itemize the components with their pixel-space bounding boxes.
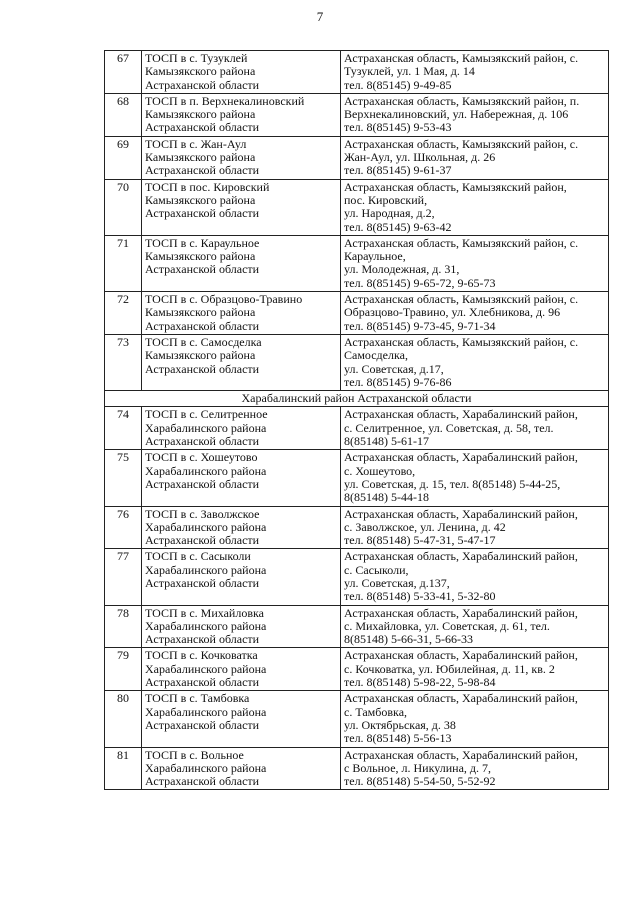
table-row [105, 648, 609, 691]
office-address-cell [341, 450, 609, 506]
office-name-line: ТОСП в пос. Кировский [145, 179, 270, 194]
office-name-cell [142, 136, 341, 179]
offices-table [104, 50, 609, 790]
office-address-line: 8(85148) 5-61-17 [344, 434, 429, 449]
table-section-header [105, 391, 609, 407]
office-address-line: Астраханская область, Харабалинский район, [344, 605, 578, 620]
office-address-line: ул. Советская, д. 15, тел. 8(85148) 5-44-25, [344, 476, 561, 491]
office-name-line: Камызякского района [145, 150, 256, 165]
office-address-line: Астраханская область, Камызякский район, с. [344, 51, 579, 65]
row-number: 76 [105, 506, 142, 549]
office-address-line: тел. 8(85148) 5-47-31, 5-47-17 [344, 533, 496, 548]
office-name-line: Астраханской области [145, 318, 260, 333]
office-address-line: тел. 8(85145) 9-53-43 [344, 120, 452, 135]
office-name-line: ТОСП в с. Хошеутово [145, 450, 258, 465]
office-name-line: ТОСП в с. Сасыколи [145, 549, 251, 564]
office-name-line: Астраханской области [145, 361, 260, 376]
office-address-line: ул. Молодежная, д. 31, [344, 262, 460, 277]
office-name-line: ТОСП в с. Караульное [145, 235, 260, 250]
office-name-cell [142, 334, 341, 390]
row-number: 71 [105, 235, 142, 291]
office-name-line: Харабалинского района [145, 463, 267, 478]
row-number: 73 [105, 334, 142, 390]
office-name-line: ТОСП в с. Образцово-Травино [145, 292, 303, 307]
office-name-line: Астраханской области [145, 476, 260, 491]
row-number: 78 [105, 605, 142, 648]
office-address-line: Астраханская область, Камызякский район, [344, 179, 567, 194]
office-name-cell [142, 93, 341, 136]
office-name-line: Астраханской области [145, 120, 260, 135]
office-address-line: с. Кочковатка, ул. Юбилейная, д. 11, кв. 2 [344, 661, 555, 676]
office-address-line: тел. 8(85148) 5-33-41, 5-32-80 [344, 589, 496, 604]
office-address-line: с Вольное, л. Никулина, д. 7, [344, 760, 491, 775]
office-name-line: Харабалинского района [145, 562, 267, 577]
section-title: Харабалинский район Астраханской области [105, 391, 609, 407]
office-name-line: Астраханской области [145, 675, 260, 690]
office-address-line: Астраханская область, Камызякский район, с. [344, 235, 579, 250]
table-row [105, 136, 609, 179]
office-name-cell [142, 549, 341, 605]
table-row [105, 747, 609, 790]
table-body-kharabali [105, 407, 609, 790]
office-name-cell [142, 747, 341, 790]
office-address-line: Образцово-Травино, ул. Хлебникова, д. 96 [344, 305, 561, 320]
office-name-line: Харабалинского района [145, 519, 267, 534]
office-address-cell [341, 51, 609, 94]
office-address-line: тел. 8(85145) 9-49-85 [344, 77, 452, 92]
office-address-line: Астраханская область, Камызякский район, п. [344, 93, 580, 108]
office-name-cell [142, 235, 341, 291]
office-name-line: Астраханской области [145, 632, 260, 647]
office-address-line: Караульное, [344, 249, 406, 264]
office-address-line: тел. 8(85148) 5-54-50, 5-52-92 [344, 774, 496, 789]
table-row [105, 93, 609, 136]
office-address-cell [341, 179, 609, 235]
office-address-line: 8(85148) 5-66-31, 5-66-33 [344, 632, 473, 647]
office-address-line: с. Сасыколи, [344, 562, 409, 577]
office-name-line: ТОСП в с. Жан-Аул [145, 136, 247, 151]
office-name-line: Камызякского района [145, 107, 256, 122]
row-number: 75 [105, 450, 142, 506]
office-address-line: с. Селитренное, ул. Советская, д. 58, тел. [344, 420, 554, 435]
office-name-line: ТОСП в с. Вольное [145, 747, 244, 762]
office-address-line: Астраханская область, Харабалинский район, [344, 648, 578, 663]
office-address-cell [341, 648, 609, 691]
row-number: 79 [105, 648, 142, 691]
office-address-line: Астраханская область, Камызякский район, с. [344, 292, 579, 307]
office-address-line: ул. Народная, д.2, [344, 206, 435, 221]
office-address-line: тел. 8(85145) 9-61-37 [344, 163, 452, 178]
office-name-line: ТОСП в с. Тамбовка [145, 691, 250, 706]
office-name-cell [142, 450, 341, 506]
table-row [105, 179, 609, 235]
table-row [105, 407, 609, 450]
row-number: 80 [105, 691, 142, 747]
row-number: 81 [105, 747, 142, 790]
table-row [105, 51, 609, 94]
office-name-line: Камызякского района [145, 192, 256, 207]
office-address-line: Астраханская область, Харабалинский район, [344, 549, 578, 564]
office-address-line: тел. 8(85145) 9-73-45, 9-71-34 [344, 318, 496, 333]
office-address-line: Астраханская область, Харабалинский район, [344, 450, 578, 465]
row-number: 70 [105, 179, 142, 235]
table-row [105, 334, 609, 390]
office-address-line: тел. 8(85148) 5-56-13 [344, 731, 452, 746]
office-address-cell [341, 747, 609, 790]
table-row [105, 235, 609, 291]
office-address-line: ул. Советская, д.17, [344, 361, 444, 376]
office-address-line: тел. 8(85145) 9-63-42 [344, 219, 452, 234]
office-address-cell [341, 292, 609, 335]
office-name-cell [142, 51, 341, 94]
office-name-line: Харабалинского района [145, 704, 267, 719]
office-address-line: тел. 8(85145) 9-65-72, 9-65-73 [344, 275, 496, 290]
office-address-line: Астраханская область, Харабалинский район, [344, 691, 578, 706]
office-address-line: с. Тамбовка, [344, 704, 408, 719]
office-name-line: ТОСП в с. Селитренное [145, 407, 268, 422]
office-address-line: с. Заволжское, ул. Ленина, д. 42 [344, 519, 506, 534]
office-address-line: Астраханская область, Харабалинский район, [344, 506, 578, 521]
office-name-line: Камызякского района [145, 348, 256, 363]
office-name-line: Астраханской области [145, 434, 260, 449]
office-address-line: тел. 8(85145) 9-76-86 [344, 374, 452, 389]
office-address-cell [341, 93, 609, 136]
row-number: 74 [105, 407, 142, 450]
office-address-line: Тузуклей, ул. 1 Мая, д. 14 [344, 64, 475, 79]
office-name-line: ТОСП в с. Михайловка [145, 605, 264, 620]
office-name-line: Астраханской области [145, 163, 260, 178]
office-name-cell [142, 179, 341, 235]
office-name-line: Харабалинского района [145, 661, 267, 676]
office-name-line: Астраханской области [145, 262, 260, 277]
office-name-line: Астраханской области [145, 774, 260, 789]
office-name-line: Астраханской области [145, 77, 260, 92]
office-name-line: ТОСП в с. Тузуклей [145, 51, 248, 65]
office-address-line: 8(85148) 5-44-18 [344, 490, 429, 505]
office-name-line: Астраханской области [145, 717, 260, 732]
office-address-line: Астраханская область, Харабалинский район, [344, 747, 578, 762]
office-name-line: ТОСП в с. Заволжское [145, 506, 260, 521]
office-address-line: Астраханская область, Харабалинский район, [344, 407, 578, 422]
office-address-cell [341, 235, 609, 291]
row-number: 69 [105, 136, 142, 179]
office-address-cell [341, 506, 609, 549]
office-address-cell [341, 691, 609, 747]
office-address-cell [341, 605, 609, 648]
table-row [105, 450, 609, 506]
office-address-line: пос. Кировский, [344, 192, 428, 207]
office-name-cell [142, 605, 341, 648]
office-name-line: Камызякского района [145, 305, 256, 320]
table-row [105, 605, 609, 648]
office-name-line: Харабалинского района [145, 618, 267, 633]
office-name-line: Камызякского района [145, 249, 256, 264]
table-body-kamyzyak [105, 51, 609, 391]
office-address-line: с. Михайловка, ул. Советская, д. 61, тел. [344, 618, 550, 633]
office-address-line: ул. Октябрьская, д. 38 [344, 717, 456, 732]
office-name-line: Камызякского района [145, 64, 256, 79]
office-name-line: ТОСП в с. Кочковатка [145, 648, 258, 663]
row-number: 77 [105, 549, 142, 605]
office-name-line: Харабалинского района [145, 760, 267, 775]
office-name-cell [142, 407, 341, 450]
table-row [105, 292, 609, 335]
office-address-cell [341, 136, 609, 179]
office-address-line: с. Хошеутово, [344, 463, 416, 478]
table-row [105, 549, 609, 605]
section-row [105, 391, 609, 407]
office-address-line: Верхнекалиновский, ул. Набережная, д. 106 [344, 107, 569, 122]
office-name-line: ТОСП в п. Верхнекалиновский [145, 93, 305, 108]
office-name-line: Харабалинского района [145, 420, 267, 435]
office-name-cell [142, 648, 341, 691]
office-name-line: ТОСП в с. Самосделка [145, 334, 262, 349]
page-number: 7 [316, 9, 324, 24]
office-address-line: тел. 8(85148) 5-98-22, 5-98-84 [344, 675, 496, 690]
office-name-cell [142, 691, 341, 747]
office-address-line: Жан-Аул, ул. Школьная, д. 26 [344, 150, 496, 165]
office-address-cell [341, 549, 609, 605]
office-address-cell [341, 407, 609, 450]
office-name-line: Астраханской области [145, 533, 260, 548]
row-number: 72 [105, 292, 142, 335]
office-address-line: Астраханская область, Камызякский район, с. [344, 136, 579, 151]
office-name-cell [142, 506, 341, 549]
office-name-line: Астраханской области [145, 206, 260, 221]
office-name-cell [142, 292, 341, 335]
office-name-line: Астраханской области [145, 575, 260, 590]
office-address-line: Астраханская область, Камызякский район, с. [344, 334, 579, 349]
table-row [105, 691, 609, 747]
row-number: 67 [105, 51, 142, 94]
office-address-cell [341, 334, 609, 390]
table-row [105, 506, 609, 549]
office-address-line: ул. Советская, д.137, [344, 575, 450, 590]
row-number: 68 [105, 93, 142, 136]
office-address-line: Самосделка, [344, 348, 408, 363]
